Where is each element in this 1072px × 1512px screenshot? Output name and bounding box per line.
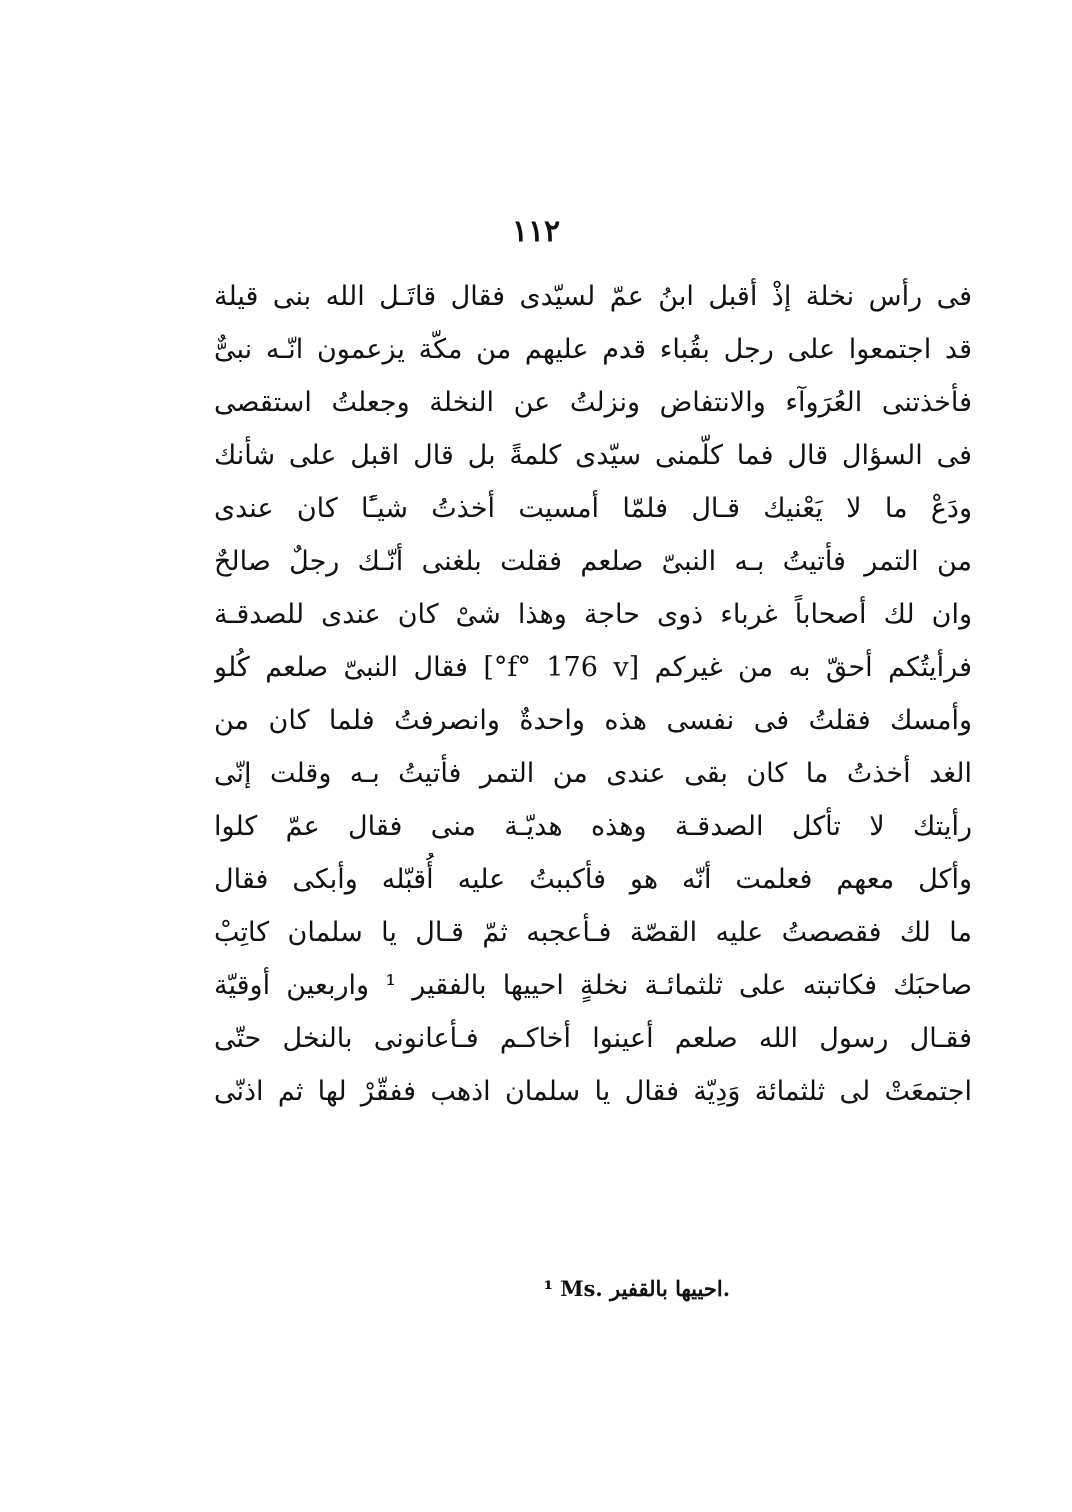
text-line: ودَعْ ما لا يَعْنيك قـال فلمّا أمسيت أخذتُ شيـًٔا كان عندى [214,493,972,524]
text-line: وأمسك فقلتُ فى نفسى هذه واحدةٌ وانصرفتُ فلما كان من [214,705,972,736]
text-line: فى رأس نخلة إذْ أقبل ابنُ عمّ لسيّدى فقال قاتَـل الله بنى قيلة [214,281,972,312]
text-line: فأخذتنى العُرَوآء والانتفاض ونزلتُ عن النخلة وجعلتُ استقصى [214,387,972,418]
text-line: قد اجتمعوا على رجل بقُباء قدم عليهم من مكّة يزعمون انّـه نبىٌّ [214,334,972,365]
text-line: فقـال رسول الله صلعم أعينوا أخاكـم فـأعانونى بالنخل حتّى [214,1023,972,1054]
text-line: فى السؤال قال فما كلّمنى سيّدى كلمةً بل قال اقبل على شأنك [214,440,972,471]
text-line: من التمر فأتيتُ بـه النبىّ صلعم فقلت بلغنى أنّـك رجلٌ صالحٌ [214,546,972,577]
main-text [214,270,972,1118]
text-line: وأكل معهم فعلمت أنّه هو فأكببتُ عليه أُقبّله وأبكى فقال [214,864,972,895]
footnote: ¹ Ms. احييها بالقفير. [543,1276,730,1301]
text-line: صاحبَك فكاتبته على ثلثمائـة نخلةٍ احييها بالفقير ¹ واربعين أوقيّة [214,970,972,1001]
text-line: فرأيتُكم أحقّ به من غيركم [f° 176 v°] فقال النبىّ صلعم كُلو [214,652,972,683]
text-line: ما لك فقصصتُ عليه القصّة فـأعجبه ثمّ قـال يا سلمان كاتِبْ [214,917,972,948]
text-line: الغد أخذتُ ما كان بقى عندى من التمر فأتيتُ بـه وقلت إنّى [214,758,972,789]
text-line: وان لك أصحاباً غرباء ذوى حاجة وهذا شىْ كان عندى للصدقـة [214,599,972,630]
text-line: اجتمعَتْ لى ثلثمائة وَدِيّة فقال يا سلمان اذهب ففقّرْ لها ثم اذنّى [214,1076,972,1107]
page-number: ١١٢ [511,214,561,249]
text-line: رأيتك لا تأكل الصدقـة وهذه هديّـة منى فقال عمّ كلوا [214,811,972,842]
